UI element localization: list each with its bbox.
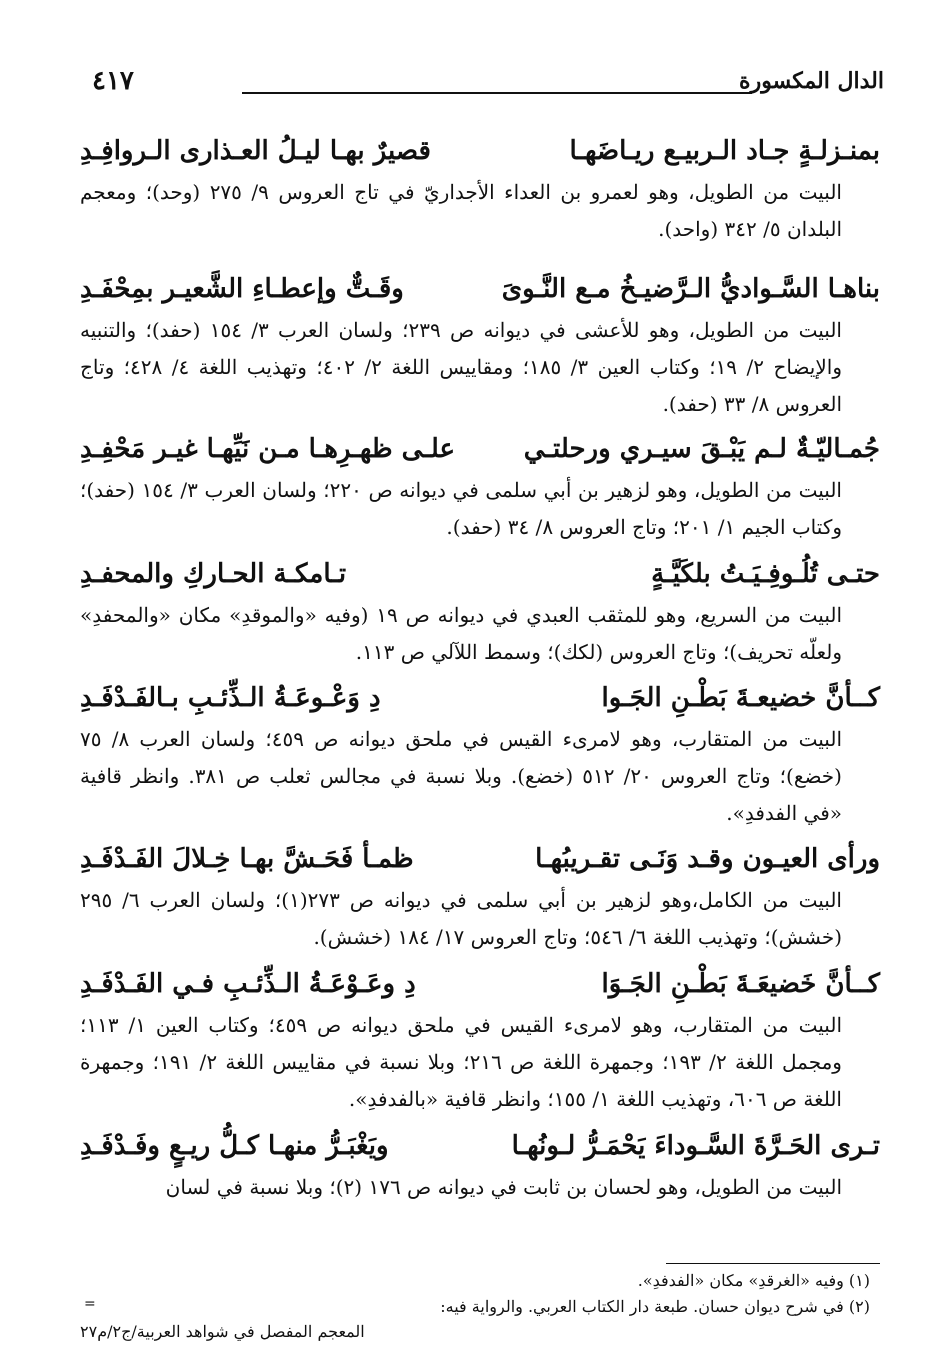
verse-second-hemistich: ويَغْبَـرُّ منهـا كـلُّ ريـعٍ وفَـدْفَـدِ <box>80 1131 389 1161</box>
entry <box>80 836 880 961</box>
verse <box>80 551 880 597</box>
page-number: ٤١٧ <box>92 66 134 96</box>
citation-note: البيت من الكامل،وهو لزهير بن أبي سلمى في ديوانه ص ٢٧٣(١)؛ ولسان العرب ٦/ ٢٩٥ (خشش)؛ وتهذيب اللغة ٦/ ٥٤٦؛ وتاج العروس ١٧/ ١٨٤ (خشش). <box>80 888 842 949</box>
verse-second-hemistich: علـى ظهـرِهـا مـن نَيِّهـا غيـر مَحْفِـدِ <box>80 434 456 464</box>
page-title: الدال المكسورة <box>739 68 884 94</box>
entry <box>80 266 880 426</box>
footer-mark: = <box>84 1296 96 1312</box>
entry <box>80 128 880 266</box>
verse-first-hemistich: بناهـا السَّـواديُّ الـرَّضيـخُ مـع النَّـوىَ <box>501 274 880 304</box>
verse <box>80 426 880 472</box>
verse-second-hemistich: دِ وعَـوْعَـةُ الـذِّئـبِ فـي الفَـدْفَـدِ <box>80 969 416 999</box>
verse <box>80 128 880 174</box>
verse-first-hemistich: حتـى تُلُـوفِـيَـتُ بلكَيَّـةٍ <box>651 559 880 589</box>
page-header <box>92 66 884 106</box>
citation-note: البيت من الطويل، وهو لعمرو بن العداء الأجداريّ في تاج العروس ٩/ ٢٧٥ (وحد)؛ ومعجم البلدان ٥/ ٣٤٢ (واحد). <box>80 180 842 241</box>
verse-first-hemistich: تـرى الحَـرَّةَ السَّـوداءَ يَحْمَـرُّ لـونُهـا <box>511 1131 880 1161</box>
footnotes <box>80 1268 870 1320</box>
verse-first-hemistich: كــأنَّ خضيعـةَ بَطْـنِ الجَـوا <box>601 683 880 713</box>
citation-note: البيت من السريع، وهو للمثقب العبدي في ديوانه ص ١٩ (وفيه «والموقدِ» مكان «والمحفدِ» ولعلّه تحريف)؛ وتاج العروس (لكك)؛ وسمط اللآلي ص ١١٣. <box>80 603 842 664</box>
verse <box>80 836 880 882</box>
entry <box>80 1123 880 1213</box>
citation-note: البيت من الطويل، وهو لزهير بن أبي سلمى في ديوانه ص ٢٢٠؛ ولسان العرب ٣/ ١٥٤ (حفد)؛ وكتاب الجيم ١/ ٢٠١؛ وتاج العروس ٨/ ٣٤ (حفد). <box>80 478 842 539</box>
verse <box>80 961 880 1007</box>
entry <box>80 426 880 551</box>
citation-note: البيت من المتقارب، وهو لامرىء القيس في ملحق ديوانه ص ٤٥٩؛ ولسان العرب ٨/ ٧٥ (خضع)؛ وتاج العروس ٢٠/ ٥١٢ (خضع). وبلا نسبة في مجالس ثعلب ص ٣٨١. وانظر قافية «في الفدفدِ». <box>80 727 842 825</box>
citation-note: البيت من الطويل، وهو لحسان بن ثابت في ديوانه ص ١٧٦ (٢)؛ وبلا نسبة في لسان <box>165 1175 842 1199</box>
verse-first-hemistich: جُمـاليّـةٌ لـم يَبْـقَ سيـري ورحلتـي <box>523 434 880 464</box>
verse <box>80 675 880 721</box>
verse <box>80 1123 880 1169</box>
footnote: (٢) في شرح ديوان حسان. طبعة دار الكتاب العربي. والرواية فيه: <box>440 1297 870 1316</box>
citation-note: البيت من المتقارب، وهو لامرىء القيس في ملحق ديوانه ص ٤٥٩؛ وكتاب العين ١/ ١١٣؛ ومجمل اللغة ٢/ ١٩٣؛ وجمهرة اللغة ص ٢١٦؛ وبلا نسبة في مقاييس اللغة ٢/ ١٩١؛ وجمهرة اللغة ص ٦٠٦، وتهذيب اللغة ١/ ١٥٥؛ وانظر قافية «بالفدفدِ». <box>80 1013 842 1111</box>
verse-first-hemistich: بمنـزلـةٍ جـاد الـربيـع ريـاضَهـا <box>569 136 880 166</box>
verse <box>80 266 880 312</box>
footnote-rule <box>666 1263 880 1264</box>
header-rule <box>242 92 752 94</box>
entry <box>80 551 880 675</box>
footnote: (١) وفيه «الغرقدِ» مكان «الفدفدِ». <box>637 1271 870 1290</box>
verse-first-hemistich: ورأى العيـون وقـد وَنَـى تقـريبُهـا <box>535 844 880 874</box>
page-footer: المعجم المفصل في شواهد العربية/ج٢/م٢٧ <box>80 1322 365 1341</box>
verse-second-hemistich: دِ وَعْـوعَـةُ الـذِّئـبِ بـالفَـدْفَـدِ <box>80 683 381 713</box>
entry <box>80 675 880 836</box>
citation-note: البيت من الطويل، وهو للأعشى في ديوانه ص ٢٣٩؛ ولسان العرب ٣/ ١٥٤ (حفد)؛ والتنبيه والإيضاح ٢/ ١٩؛ وكتاب العين ٣/ ١٨٥؛ ومقاييس اللغة ٢/ ٤٠٢؛ وتهذيب اللغة ٤/ ٤٢٨؛ وتاج العروس ٨/ ٣٣ (حفد). <box>80 318 842 416</box>
entry <box>80 961 880 1123</box>
verse-second-hemistich: وقَـتٌّ وإعطـاءِ الشَّعيـر بمِحْفَـدِ <box>80 274 404 304</box>
verse-first-hemistich: كــأنَّ خَضيعَـةَ بَطْـنِ الجَـوَا <box>601 969 880 999</box>
verse-second-hemistich: تـامكـة الحـاركِ والمحفـدِ <box>80 559 347 589</box>
verse-second-hemistich: ظمـأ فَحَـشَّ بهـا خِـلالَ الفَـدْفَـدِ <box>80 844 414 874</box>
verse-second-hemistich: قصيرٌ بهـا ليـلُ العـذارى الـروافِـدِ <box>80 136 431 166</box>
entries-list <box>80 128 880 1213</box>
